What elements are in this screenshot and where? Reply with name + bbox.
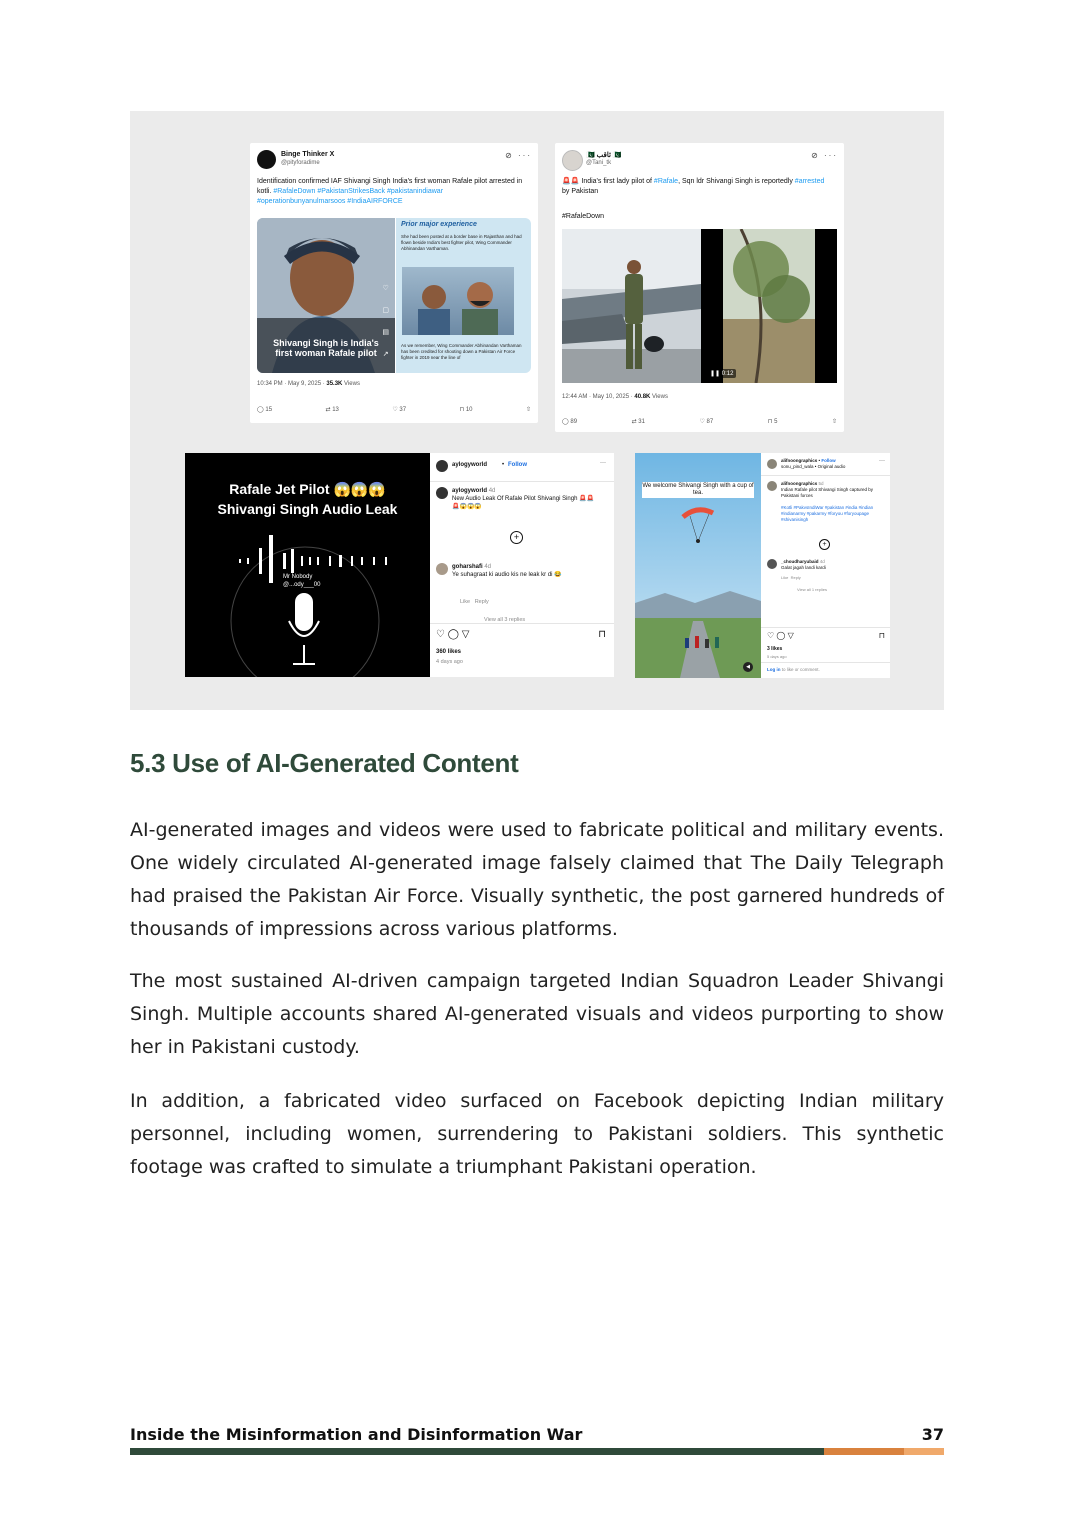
- reply-link[interactable]: Reply: [790, 575, 801, 580]
- hashtag[interactable]: #Rafale: [653, 178, 679, 185]
- post-age: 4d: [488, 488, 496, 494]
- send-icon[interactable]: ▽: [461, 629, 470, 640]
- audio-label[interactable]: sonu_pind_wala • Original audio: [781, 464, 846, 469]
- paragraph-2: The most sustained AI-driven campaign targeted Indian Squadron Leader Shivangi Singh. Multiple accounts shared AI-generated visuals and videos purporting to show her in Pakistani custody.: [130, 970, 944, 1058]
- comment-actions: [460, 599, 489, 605]
- likes-count[interactable]: 3 likes: [767, 646, 783, 652]
- section-heading: 5.3 Use of AI-Generated Content: [130, 748, 519, 778]
- ig-divider: [761, 662, 890, 663]
- comment-age: 4d: [484, 564, 492, 570]
- image-caption: Shivangi Singh is India's first woman Rafale pilot: [273, 338, 379, 358]
- cover-title-1: Rafale Jet Pilot 😱😱😱: [229, 481, 386, 497]
- pilot-hangar-image[interactable]: [562, 229, 701, 383]
- hashtag[interactable]: #arrested: [794, 178, 825, 185]
- tweet-text-plain: Identification confirmed IAF Shivangi Singh India's first woman Rafale pilot arrested in kotli.: [257, 178, 523, 195]
- avatar[interactable]: [767, 481, 777, 491]
- tweet-card-tani[interactable]: [555, 143, 844, 432]
- reply-link[interactable]: Reply: [474, 599, 489, 605]
- login-prompt: [767, 667, 820, 672]
- reply-button[interactable]: ◯ 15: [257, 407, 273, 413]
- ig-header: [767, 458, 887, 474]
- comment-text-block: [781, 559, 885, 571]
- ig-divider: [761, 627, 890, 628]
- author-handle[interactable]: @pityforadime: [281, 160, 320, 166]
- hashtag[interactable]: #PakistanStrikesBack: [317, 188, 386, 195]
- author-handle[interactable]: @Tani_tk: [586, 160, 612, 166]
- cover-title-2: Shivangi Singh Audio Leak: [217, 501, 398, 517]
- reply-button[interactable]: ◯ 89: [562, 419, 578, 425]
- tweet-timestamp: 12:44 AM · May 10, 2025 · 40.8K Views: [562, 394, 668, 400]
- ig-divider: [430, 481, 614, 482]
- hashtag[interactable]: #IndiaAIRFORCE: [347, 198, 403, 205]
- bookmark-icon[interactable]: ⊓: [598, 629, 606, 640]
- hashtag[interactable]: #RafaleDown: [273, 188, 316, 195]
- audio-leak-cover[interactable]: [185, 453, 430, 677]
- avatar[interactable]: [436, 563, 448, 575]
- hashtags[interactable]: #Kotli #PakvsIndiWar #pakistan #india #indian #indianarmy #pakarmy #foryou #foryoupage #shivanisingh: [781, 505, 874, 522]
- post-user[interactable]: aylogyworld: [452, 488, 488, 494]
- footer-bar-orange: [824, 1448, 904, 1455]
- bookmark-button[interactable]: ⊓ 5: [767, 419, 778, 425]
- comment-icon[interactable]: ◯: [447, 629, 459, 640]
- comment-text-block: [452, 563, 602, 579]
- caption: Indian Rafale pilot Shivangi Singh captured by Pakistani forces: [781, 487, 874, 498]
- video-overlay-text: We welcome Shivangi Singh with a cup of tea.: [642, 483, 754, 496]
- ig-divider: [430, 623, 614, 624]
- side-text-2: As we remember, Wing Commander Abhinandan Varthaman has been credited for shooting down a Pakistan Air Force fighter in 2019 near the line of: [401, 343, 522, 360]
- follow-separator: •: [502, 462, 505, 468]
- video-play-indicator[interactable]: ❚❚ 0:12: [707, 369, 736, 378]
- post-date: 5 days ago: [767, 654, 787, 659]
- follow-link[interactable]: Follow: [508, 462, 527, 468]
- footer-bar-light-orange: [904, 1448, 944, 1455]
- avatar[interactable]: [436, 460, 448, 472]
- share-icon[interactable]: ⇧: [525, 407, 531, 413]
- tweet-timestamp: 10:34 PM · May 9, 2025 · 35.3K Views: [257, 381, 360, 387]
- footer-title: Inside the Misinformation and Disinformation War: [130, 1425, 583, 1444]
- ig-header: [436, 460, 608, 474]
- reels-action-icons: ♡ ▢ ▤ ↗: [382, 285, 389, 358]
- comment-icon[interactable]: ◯: [776, 631, 786, 640]
- tweet-actions: [257, 406, 531, 413]
- like-link[interactable]: Like: [781, 575, 789, 580]
- author-name[interactable]: Binge Thinker X: [281, 151, 335, 158]
- caption-text-block: [781, 481, 885, 523]
- send-icon[interactable]: ▽: [787, 631, 794, 640]
- heart-icon[interactable]: ♡: [767, 631, 775, 640]
- watermark-line-1: Mr Nobody: [283, 574, 313, 580]
- prior-experience-panel[interactable]: [396, 218, 531, 373]
- post-date: 4 days ago: [436, 659, 463, 665]
- plus-circle-icon[interactable]: +: [510, 531, 523, 544]
- ig-side-panel: [761, 453, 890, 678]
- author-name[interactable]: 🇵🇰 ثاقب 🇵🇰: [586, 152, 622, 159]
- comment-actions: [781, 575, 801, 580]
- watermark-line-2: @...ody___00: [283, 582, 321, 588]
- retweet-button[interactable]: ⇄ 31: [631, 419, 645, 425]
- comment-text: Galat jagah landi kardi: [781, 565, 826, 570]
- avatar[interactable]: [767, 559, 777, 569]
- side-text-1: She had been posted at a border base in Rajasthan and had flown beside India's best fighter pilot, Wing Commander Abhinandan Varthaman.: [401, 234, 522, 251]
- pause-icon: ❚❚: [710, 371, 721, 377]
- more-options-icon[interactable]: ⊘ ···: [505, 151, 532, 160]
- like-button[interactable]: ♡ 87: [699, 419, 714, 425]
- tweet-text: [257, 177, 529, 207]
- bookmark-icon[interactable]: ⊓: [878, 631, 885, 640]
- trees-video-illustration: [701, 229, 837, 383]
- paragraph-1: AI-generated images and videos were used to fabricate political and military events. One widely circulated AI-generated image falsely claimed that The Daily Telegraph had praised the Pakistan Air Force. Visually synthetic, the post garnered hundreds of thousands of impressions across various platforms.: [130, 819, 944, 940]
- login-rest: to like or comment.: [780, 667, 820, 672]
- side-title: Prior major experience: [401, 221, 477, 228]
- caption-text-block: [452, 487, 600, 511]
- caption: New Audio Leak Of Rafale Pilot Shivangi Singh 🚨🚨🚨😱😱😱: [452, 496, 595, 510]
- pilot-hangar-illustration: [562, 229, 701, 383]
- bookmark-button[interactable]: ⊓ 10: [459, 407, 473, 413]
- footer-bar-dark: [130, 1448, 824, 1455]
- likes-count[interactable]: 360 likes: [436, 649, 462, 655]
- ig-action-icons: [767, 631, 885, 640]
- pilot-portrait-image[interactable]: [257, 218, 395, 373]
- like-link[interactable]: Like: [460, 599, 471, 605]
- comment-age: 4d: [819, 559, 825, 564]
- comment-text: Ye suhagraat ki audio kis ne leak kr di 😂: [452, 572, 562, 578]
- tweet-actions: [562, 418, 837, 425]
- hashtag[interactable]: #pakistanindiawar: [387, 188, 444, 195]
- share-icon[interactable]: ⇧: [831, 419, 837, 425]
- comment-user[interactable]: goharshafi: [452, 564, 483, 570]
- retweet-button[interactable]: ⇄ 13: [325, 407, 339, 413]
- follow-link[interactable]: Follow: [821, 458, 836, 463]
- tweet-header: [257, 150, 532, 172]
- avatar[interactable]: [562, 150, 583, 171]
- ig-action-icons: [436, 629, 606, 640]
- audio-waveform-graphic: [185, 453, 430, 677]
- instagram-post-paragliding[interactable]: [635, 453, 890, 678]
- post-age: 5d: [818, 481, 824, 486]
- heart-icon[interactable]: ♡: [436, 629, 445, 640]
- avatar[interactable]: [436, 487, 448, 499]
- two-pilots-photo: [402, 267, 514, 335]
- hashtag[interactable]: #operationbunyanulmarsoos: [257, 198, 346, 205]
- avatar[interactable]: [767, 459, 777, 469]
- tweet-card-binge-thinker[interactable]: [250, 143, 538, 423]
- watermark: [283, 573, 320, 589]
- video-thumbnail[interactable]: [701, 229, 837, 383]
- more-options-icon[interactable]: ···: [600, 460, 606, 466]
- tweet-text: 🚨🚨 India's first lady pilot of #Rafale, Sqn ldr Shivangi Singh is reportedly #arrested by Pakistan: [562, 178, 825, 195]
- tweet-header: [562, 150, 838, 172]
- page-number: 37: [921, 1425, 944, 1444]
- paragraph-3: In addition, a fabricated video surfaced on Facebook depicting Indian military personnel, including women, surrendering to Pakistani soldiers. This synthetic footage was crafted to simulate a triumphant Pakistani operation.: [130, 1090, 944, 1178]
- more-options-icon[interactable]: ⊘ ···: [811, 151, 838, 160]
- more-options-icon[interactable]: ···: [879, 458, 885, 464]
- view-replies-link[interactable]: View all 3 replies: [484, 617, 526, 623]
- ig-divider: [761, 475, 890, 476]
- instagram-post-audio-leak[interactable]: [185, 453, 614, 677]
- like-button[interactable]: ♡ 37: [392, 407, 407, 413]
- account-name[interactable]: alifnoongraphics: [781, 458, 818, 463]
- account-name[interactable]: aylogyworld: [452, 462, 488, 468]
- comment-user[interactable]: _choudharyubaid: [781, 559, 819, 564]
- paraglider-video[interactable]: [635, 453, 761, 678]
- avatar[interactable]: [257, 150, 276, 169]
- post-user[interactable]: alifnoongraphics: [781, 481, 818, 486]
- figure-panel: [130, 111, 944, 710]
- mute-icon[interactable]: ◀: [743, 662, 753, 672]
- login-link[interactable]: Log in: [767, 667, 781, 672]
- ig-side-panel: [430, 453, 614, 677]
- header-text: alifnoongraphics • Follow sonu_pind_wala • Original audio: [781, 458, 846, 469]
- plus-circle-icon[interactable]: +: [819, 539, 830, 550]
- hashtag[interactable]: #RafaleDown: [562, 213, 605, 220]
- view-replies-link[interactable]: View all 1 replies: [797, 587, 827, 592]
